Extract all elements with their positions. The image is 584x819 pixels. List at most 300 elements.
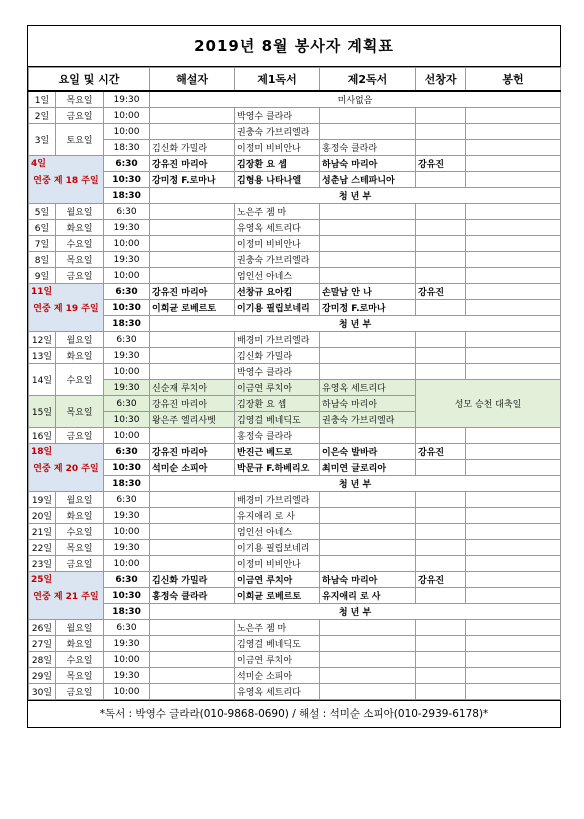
cantor-cell: 강유진 (416, 284, 466, 300)
offertory-cell (466, 588, 561, 604)
cantor-cell (416, 524, 466, 540)
time-cell: 10:00 (104, 524, 150, 540)
merged-cell: 청 년 부 (150, 316, 561, 332)
table-row (29, 588, 561, 604)
time-cell: 19:30 (104, 252, 150, 268)
reading1-cell: 권충숙 가브리엘라 (235, 124, 320, 140)
weekday-cell: 화요일 (56, 508, 104, 524)
commentator-cell (150, 204, 235, 220)
commentator-cell: 홍정숙 클라라 (150, 588, 235, 604)
weekday-cell: 월요일 (56, 332, 104, 348)
day-cell: 7일 (29, 236, 56, 252)
reading1-cell: 이정미 비비안나 (235, 236, 320, 252)
time-cell: 18:30 (104, 316, 150, 332)
time-cell: 6:30 (104, 204, 150, 220)
day-cell: 20일 (29, 508, 56, 524)
time-cell: 19:30 (104, 540, 150, 556)
weekday-cell: 목요일 (56, 668, 104, 684)
commentator-cell: 이희균 로베르토 (150, 300, 235, 316)
commentator-cell: 왕은주 엘리사벳 (150, 412, 235, 428)
reading2-cell (320, 428, 416, 444)
commentator-cell (150, 652, 235, 668)
reading1-cell: 배경미 가브리엘라 (235, 492, 320, 508)
table-row (29, 380, 561, 396)
cantor-cell (416, 460, 466, 476)
cantor-cell (416, 204, 466, 220)
cantor-cell (416, 252, 466, 268)
weekday-cell: 금요일 (56, 108, 104, 124)
cantor-cell (416, 540, 466, 556)
commentator-cell (150, 108, 235, 124)
cantor-cell (416, 684, 466, 700)
reading2-cell: 하남숙 마리아 (320, 572, 416, 588)
reading2-cell (320, 636, 416, 652)
cantor-cell (416, 556, 466, 572)
table-row (29, 332, 561, 348)
weekday-cell: 월요일 (56, 620, 104, 636)
reading1-cell: 선창규 요아킴 (235, 284, 320, 300)
sunday-cell (29, 444, 104, 492)
time-cell: 6:30 (104, 396, 150, 412)
offertory-cell (466, 444, 561, 460)
reading1-cell: 유지애리 로 사 (235, 508, 320, 524)
commentator-cell: 김신화 가밀라 (150, 140, 235, 156)
header-day-time: 요일 및 시간 (29, 68, 150, 92)
weekday-cell: 수요일 (56, 524, 104, 540)
day-cell: 3일 (29, 124, 56, 156)
reading2-cell (320, 124, 416, 140)
reading2-cell (320, 652, 416, 668)
time-cell: 6:30 (104, 492, 150, 508)
day-cell: 22일 (29, 540, 56, 556)
reading2-cell (320, 220, 416, 236)
table-row (29, 316, 561, 332)
weekday-cell: 수요일 (56, 364, 104, 396)
reading2-cell: 이은숙 발바라 (320, 444, 416, 460)
offertory-cell (466, 220, 561, 236)
cantor-cell (416, 348, 466, 364)
weekday-cell: 목요일 (56, 396, 104, 428)
day-cell: 12일 (29, 332, 56, 348)
time-cell: 6:30 (104, 620, 150, 636)
time-cell: 19:30 (104, 91, 150, 108)
time-cell: 10:00 (104, 556, 150, 572)
cantor-cell (416, 588, 466, 604)
offertory-cell (466, 140, 561, 156)
table-row (29, 108, 561, 124)
day-cell: 30일 (29, 684, 56, 700)
offertory-cell (466, 172, 561, 188)
commentator-cell (150, 556, 235, 572)
weekday-cell: 화요일 (56, 636, 104, 652)
time-cell: 19:30 (104, 220, 150, 236)
merged-cell: 미사없음 (150, 91, 561, 108)
sunday-title: 연중 제 20 주일 (33, 464, 99, 474)
table-row (29, 172, 561, 188)
table-row (29, 668, 561, 684)
time-cell: 6:30 (104, 572, 150, 588)
reading1-cell: 반진근 베드로 (235, 444, 320, 460)
reading1-cell: 홍정숙 클라라 (235, 428, 320, 444)
reading2-cell (320, 620, 416, 636)
cantor-cell (416, 268, 466, 284)
day-cell: 9일 (29, 268, 56, 284)
merged-cell: 청 년 부 (150, 604, 561, 620)
cantor-cell (416, 652, 466, 668)
commentator-cell (150, 236, 235, 252)
reading1-cell: 유영옥 세트리다 (235, 684, 320, 700)
time-cell: 19:30 (104, 380, 150, 396)
sunday-title: 연중 제 18 주일 (33, 176, 99, 186)
table-row (29, 364, 561, 380)
reading2-cell: 권충숙 가브리엘라 (320, 412, 416, 428)
table-row (29, 524, 561, 540)
cantor-cell (416, 668, 466, 684)
table-row (29, 268, 561, 284)
offertory-cell (466, 668, 561, 684)
table-row (29, 572, 561, 588)
time-cell: 18:30 (104, 476, 150, 492)
commentator-cell (150, 268, 235, 284)
sunday-date: 18일 (31, 447, 53, 457)
reading1-cell: 이정미 비비안나 (235, 556, 320, 572)
cantor-cell (416, 236, 466, 252)
reading1-cell: 석미순 소피아 (235, 668, 320, 684)
time-cell: 6:30 (104, 332, 150, 348)
sunday-title: 연중 제 19 주일 (33, 304, 99, 314)
offertory-cell (466, 124, 561, 140)
page-title: 2019년 8월 봉사자 계획표 (28, 26, 560, 67)
table-row (29, 636, 561, 652)
commentator-cell (150, 636, 235, 652)
day-cell: 28일 (29, 652, 56, 668)
cantor-cell (416, 140, 466, 156)
commentator-cell: 강유진 마리아 (150, 444, 235, 460)
time-cell: 19:30 (104, 508, 150, 524)
commentator-cell (150, 348, 235, 364)
weekday-cell: 월요일 (56, 492, 104, 508)
table-row (29, 284, 561, 300)
special-cell: 성모 승천 대축일 (416, 380, 561, 428)
commentator-cell (150, 540, 235, 556)
offertory-cell (466, 508, 561, 524)
table-row (29, 684, 561, 700)
day-cell: 21일 (29, 524, 56, 540)
time-cell: 10:00 (104, 652, 150, 668)
commentator-cell: 강유진 마리아 (150, 396, 235, 412)
offertory-cell (466, 620, 561, 636)
commentator-cell (150, 668, 235, 684)
time-cell: 18:30 (104, 140, 150, 156)
reading2-cell (320, 540, 416, 556)
schedule-table (28, 67, 561, 700)
table-row (29, 348, 561, 364)
offertory-cell (466, 348, 561, 364)
time-cell: 10:30 (104, 588, 150, 604)
cantor-cell (416, 332, 466, 348)
table-row (29, 220, 561, 236)
sunday-date: 25일 (31, 575, 53, 585)
time-cell: 6:30 (104, 284, 150, 300)
contact-footer: *독서 : 박영수 글라라(010-9868-0690) / 해설 : 석미순 소피아(010-2939-6178)* (28, 700, 560, 727)
offertory-cell (466, 268, 561, 284)
weekday-cell: 목요일 (56, 91, 104, 108)
reading1-cell: 엄인선 아네스 (235, 524, 320, 540)
schedule-sheet (27, 25, 561, 728)
cantor-cell (416, 220, 466, 236)
table-row (29, 492, 561, 508)
commentator-cell: 석미순 소피아 (150, 460, 235, 476)
weekday-cell: 토요일 (56, 124, 104, 156)
commentator-cell (150, 332, 235, 348)
reading1-cell: 이기용 필립보네리 (235, 300, 320, 316)
reading2-cell (320, 508, 416, 524)
cantor-cell (416, 124, 466, 140)
offertory-cell (466, 636, 561, 652)
day-cell: 16일 (29, 428, 56, 444)
offertory-cell (466, 300, 561, 316)
header-cantor: 선창자 (416, 68, 466, 92)
commentator-cell (150, 684, 235, 700)
cantor-cell (416, 492, 466, 508)
commentator-cell (150, 220, 235, 236)
reading1-cell: 김형용 나타나엘 (235, 172, 320, 188)
header-offertory: 봉헌 (466, 68, 561, 92)
day-cell: 8일 (29, 252, 56, 268)
reading1-cell: 김장환 요 셉 (235, 396, 320, 412)
table-row (29, 204, 561, 220)
cantor-cell (416, 108, 466, 124)
reading2-cell: 손말남 안 나 (320, 284, 416, 300)
offertory-cell (466, 540, 561, 556)
reading2-cell: 유영옥 세트리다 (320, 380, 416, 396)
table-row (29, 428, 561, 444)
reading1-cell: 이기용 필립보네리 (235, 540, 320, 556)
reading2-cell (320, 252, 416, 268)
time-cell: 10:30 (104, 460, 150, 476)
reading1-cell: 배경미 가브리엘라 (235, 332, 320, 348)
time-cell: 10:00 (104, 268, 150, 284)
day-cell: 23일 (29, 556, 56, 572)
time-cell: 10:30 (104, 300, 150, 316)
reading2-cell: 최미연 글로리아 (320, 460, 416, 476)
reading2-cell (320, 524, 416, 540)
commentator-cell: 신순재 루치아 (150, 380, 235, 396)
table-row (29, 652, 561, 668)
commentator-cell (150, 508, 235, 524)
cantor-cell (416, 636, 466, 652)
table-row (29, 556, 561, 572)
time-cell: 10:00 (104, 364, 150, 380)
time-cell: 6:30 (104, 444, 150, 460)
reading1-cell: 노은주 젬 마 (235, 620, 320, 636)
table-row (29, 540, 561, 556)
day-cell: 29일 (29, 668, 56, 684)
time-cell: 6:30 (104, 156, 150, 172)
offertory-cell (466, 364, 561, 380)
day-cell: 27일 (29, 636, 56, 652)
time-cell: 18:30 (104, 604, 150, 620)
time-cell: 10:00 (104, 428, 150, 444)
reading1-cell: 이정미 비비안나 (235, 140, 320, 156)
header-reading1: 제1독서 (235, 68, 320, 92)
table-row (29, 140, 561, 156)
table-row (29, 236, 561, 252)
sunday-cell (29, 156, 104, 204)
table-row (29, 476, 561, 492)
reading1-cell: 권충숙 가브리엘라 (235, 252, 320, 268)
table-row (29, 508, 561, 524)
reading2-cell: 유지애리 로 사 (320, 588, 416, 604)
reading1-cell: 유영옥 세트리다 (235, 220, 320, 236)
reading1-cell: 이금연 루치아 (235, 652, 320, 668)
time-cell: 19:30 (104, 636, 150, 652)
cantor-cell: 강유진 (416, 156, 466, 172)
reading1-cell: 박영수 클라라 (235, 108, 320, 124)
day-cell: 1일 (29, 91, 56, 108)
reading2-cell (320, 268, 416, 284)
reading2-cell: 하남숙 마리아 (320, 156, 416, 172)
weekday-cell: 월요일 (56, 204, 104, 220)
cantor-cell (416, 508, 466, 524)
table-row (29, 252, 561, 268)
table-row (29, 300, 561, 316)
commentator-cell (150, 428, 235, 444)
cantor-cell: 강유진 (416, 572, 466, 588)
reading2-cell (320, 684, 416, 700)
table-row (29, 156, 561, 172)
day-cell: 6일 (29, 220, 56, 236)
cantor-cell (416, 364, 466, 380)
time-cell: 10:00 (104, 124, 150, 140)
table-row (29, 188, 561, 204)
commentator-cell (150, 620, 235, 636)
commentator-cell (150, 124, 235, 140)
table-row (29, 91, 561, 108)
reading1-cell: 김신화 가밀라 (235, 348, 320, 364)
weekday-cell: 화요일 (56, 348, 104, 364)
header-commentator: 해설자 (150, 68, 235, 92)
merged-cell: 청 년 부 (150, 476, 561, 492)
time-cell: 19:30 (104, 348, 150, 364)
cantor-cell: 강유진 (416, 444, 466, 460)
offertory-cell (466, 156, 561, 172)
offertory-cell (466, 428, 561, 444)
reading1-cell: 이금연 루치아 (235, 380, 320, 396)
time-cell: 10:30 (104, 412, 150, 428)
reading1-cell: 김장환 요 셉 (235, 156, 320, 172)
sunday-date: 11일 (31, 287, 53, 297)
offertory-cell (466, 252, 561, 268)
weekday-cell: 금요일 (56, 268, 104, 284)
sunday-title: 연중 제 21 주일 (33, 592, 99, 602)
cantor-cell (416, 428, 466, 444)
reading2-cell (320, 108, 416, 124)
header-reading2: 제2독서 (320, 68, 416, 92)
reading2-cell (320, 332, 416, 348)
offertory-cell (466, 204, 561, 220)
weekday-cell: 금요일 (56, 556, 104, 572)
commentator-cell (150, 364, 235, 380)
time-cell: 10:00 (104, 108, 150, 124)
commentator-cell: 강유진 마리아 (150, 156, 235, 172)
reading1-cell: 노은주 젬 마 (235, 204, 320, 220)
weekday-cell: 수요일 (56, 236, 104, 252)
reading2-cell (320, 668, 416, 684)
reading2-cell (320, 348, 416, 364)
day-cell: 5일 (29, 204, 56, 220)
weekday-cell: 금요일 (56, 684, 104, 700)
weekday-cell: 금요일 (56, 428, 104, 444)
cantor-cell (416, 172, 466, 188)
offertory-cell (466, 108, 561, 124)
offertory-cell (466, 524, 561, 540)
commentator-cell (150, 492, 235, 508)
offertory-cell (466, 652, 561, 668)
reading2-cell (320, 236, 416, 252)
weekday-cell: 화요일 (56, 220, 104, 236)
time-cell: 10:00 (104, 236, 150, 252)
offertory-cell (466, 284, 561, 300)
offertory-cell (466, 332, 561, 348)
table-row (29, 604, 561, 620)
offertory-cell (466, 556, 561, 572)
cantor-cell (416, 620, 466, 636)
time-cell: 18:30 (104, 188, 150, 204)
reading1-cell: 박영수 클라라 (235, 364, 320, 380)
reading1-cell: 김영걸 베네딕도 (235, 636, 320, 652)
offertory-cell (466, 236, 561, 252)
table-row (29, 444, 561, 460)
commentator-cell (150, 252, 235, 268)
reading2-cell: 성춘남 스테파니아 (320, 172, 416, 188)
commentator-cell: 강유진 마리아 (150, 284, 235, 300)
commentator-cell: 강미정 F.로마나 (150, 172, 235, 188)
table-row (29, 620, 561, 636)
weekday-cell: 목요일 (56, 540, 104, 556)
time-cell: 19:30 (104, 668, 150, 684)
table-row (29, 460, 561, 476)
time-cell: 10:30 (104, 172, 150, 188)
offertory-cell (466, 684, 561, 700)
reading1-cell: 박문규 F.하베리오 (235, 460, 320, 476)
time-cell: 10:00 (104, 684, 150, 700)
day-cell: 19일 (29, 492, 56, 508)
reading2-cell: 강미정 F.로마나 (320, 300, 416, 316)
cantor-cell (416, 300, 466, 316)
weekday-cell: 목요일 (56, 252, 104, 268)
reading1-cell: 김영걸 베네딕도 (235, 412, 320, 428)
table-row (29, 124, 561, 140)
offertory-cell (466, 572, 561, 588)
header-row (29, 68, 561, 92)
reading2-cell (320, 204, 416, 220)
reading1-cell: 이금연 루치아 (235, 572, 320, 588)
reading2-cell: 하남숙 마리아 (320, 396, 416, 412)
offertory-cell (466, 492, 561, 508)
day-cell: 14일 (29, 364, 56, 396)
sunday-cell (29, 284, 104, 332)
offertory-cell (466, 460, 561, 476)
reading2-cell (320, 556, 416, 572)
day-cell: 13일 (29, 348, 56, 364)
day-cell: 2일 (29, 108, 56, 124)
day-cell: 26일 (29, 620, 56, 636)
commentator-cell (150, 524, 235, 540)
commentator-cell: 김신화 가밀라 (150, 572, 235, 588)
merged-cell: 청 년 부 (150, 188, 561, 204)
weekday-cell: 수요일 (56, 652, 104, 668)
